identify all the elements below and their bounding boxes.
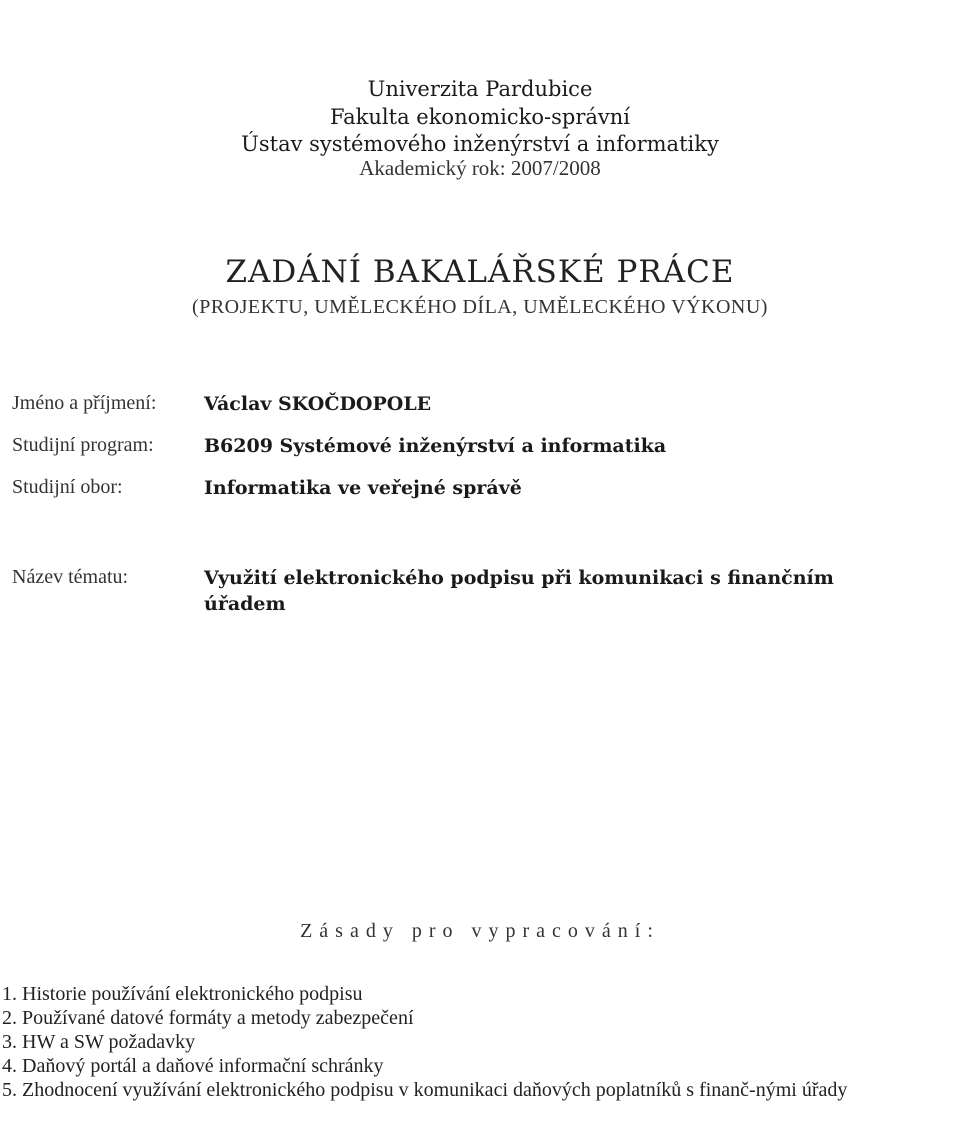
student-name-value: Václav SKOČDOPOLE	[204, 393, 432, 415]
list-item: 3. HW a SW požadavky	[2, 1031, 196, 1053]
list-item: 4. Daňový portál a daňové informační schránky	[2, 1055, 384, 1077]
topic-label: Název tématu:	[12, 566, 129, 588]
topic-value: Využití elektronického podpisu při komunikaci s finančním úřadem	[204, 567, 834, 615]
page-subtitle: (PROJEKTU, UMĚLECKÉHO DÍLA, UMĚLECKÉHO VÝKONU)	[192, 296, 768, 318]
list-item: 1. Historie používání elektronického podpisu	[2, 983, 363, 1005]
list-item: 5. Zhodnocení využívání elektronického podpisu v komunikaci daňových poplatníků s finanč-nými úřady	[2, 1079, 848, 1101]
academic-year: Akademický rok: 2007/2008	[359, 156, 601, 180]
principles-heading: Zásady pro vypracování:	[300, 920, 660, 942]
study-field-label: Studijní obor:	[12, 476, 123, 498]
list-item: 2. Používané datové formáty a metody zabezpečení	[2, 1007, 414, 1029]
study-program-value: B6209 Systémové inženýrství a informatika	[204, 435, 667, 457]
faculty-name: Fakulta ekonomicko-správní	[330, 105, 630, 129]
student-name-label: Jméno a příjmení:	[12, 392, 157, 414]
page-title: ZADÁNÍ BAKALÁŘSKÉ PRÁCE	[225, 254, 735, 290]
department-name: Ústav systémového inženýrství a informatiky	[241, 132, 719, 156]
study-field-value: Informatika ve veřejné správě	[204, 477, 522, 499]
university-name: Univerzita Pardubice	[367, 77, 593, 101]
study-program-label: Studijní program:	[12, 434, 154, 456]
